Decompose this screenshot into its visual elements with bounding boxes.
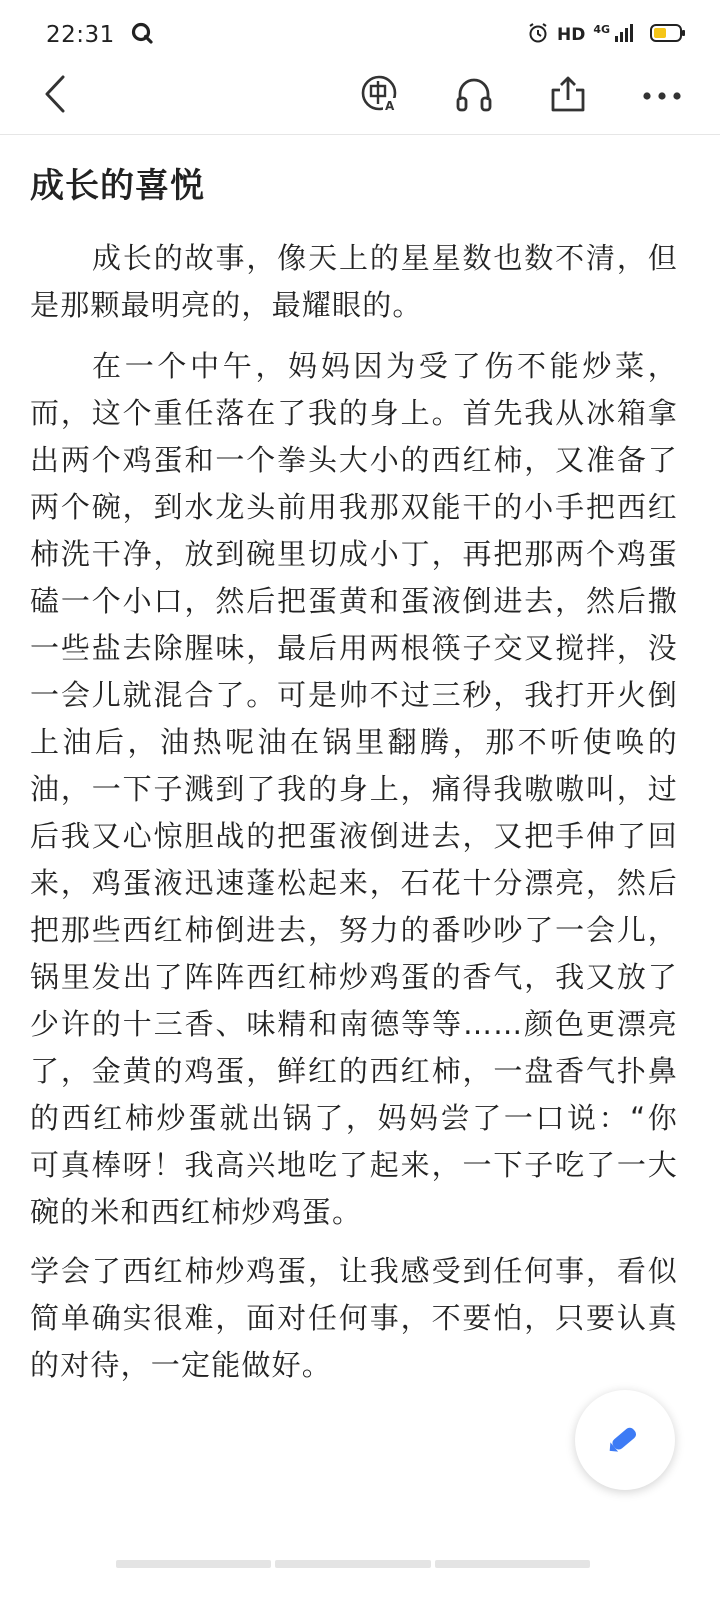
tab-indicator xyxy=(435,1560,590,1568)
signal-icon xyxy=(614,23,634,47)
svg-text:A: A xyxy=(385,99,395,113)
paragraph-3: 学会了西红柿炒鸡蛋，让我感受到任何事，看似简单确实很难，面对任何事，不要怕，只要认真的对待，一定能做好。 xyxy=(30,1254,678,1382)
hd-indicator: HD xyxy=(556,25,586,45)
headphones-icon xyxy=(454,74,494,118)
network-type: 4G xyxy=(593,22,610,36)
document-content xyxy=(30,152,678,1401)
share-button[interactable] xyxy=(540,68,596,124)
share-icon xyxy=(548,74,588,118)
chevron-left-icon xyxy=(41,74,71,118)
app-notification-icon xyxy=(131,22,153,48)
translate-button[interactable] xyxy=(352,68,408,124)
edit-button[interactable] xyxy=(575,1390,675,1490)
listen-button[interactable] xyxy=(446,68,502,124)
more-icon xyxy=(642,87,682,106)
paragraph-2: 在一个中午，妈妈因为受了伤不能炒菜，而，这个重任落在了我的身上。首先我从冰箱拿出两个鸡蛋和一个拳头大小的西红柿，又准备了两个碗，到水龙头前用我那双能干的小手把西红柿洗干净，放到碗里切成小丁，再把那两个鸡蛋磕一个小口，然后把蛋黄和蛋液倒进去，然后撒一些盐去除腥味，最后用两根筷子交叉搅拌，没一会儿就混合了。可是帅不过三秒，我打开火倒上油后，油热呢油在锅里翻腾，那不听使唤的油，一下子溅到了我的身上，痛得我嗷嗷叫，过后我又心惊胆战的把蛋液倒进去，又把手伸了回来，鸡蛋液迅速蓬松起来，石花十分漂亮，然后把那些西红柿倒进去，努力的番吵吵了一会儿，锅里发出了阵阵西红柿炒鸡蛋的香气，我又放了少许的十三香、味精和南德等等……颜色更漂亮了，金黄的鸡蛋，鲜红的西红柿，一盘香气扑鼻的西红柿炒蛋就出锅了，妈妈尝了一口说：“你可真棒呀！我高兴地吃了起来，一下子吃了一大碗的米和西红柿炒鸡蛋。 xyxy=(30,349,678,1229)
translate-icon xyxy=(360,74,400,118)
more-button[interactable] xyxy=(634,68,690,124)
alarm-icon xyxy=(527,22,549,48)
toolbar xyxy=(0,60,720,135)
tab-indicator xyxy=(275,1560,430,1568)
bottom-tab-strip xyxy=(116,1560,590,1568)
back-button[interactable] xyxy=(28,68,84,124)
status-time: 22:31 xyxy=(46,22,115,48)
battery-icon xyxy=(650,23,686,47)
tab-indicator xyxy=(116,1560,271,1568)
document-title: 成长的喜悦 xyxy=(30,166,205,206)
paragraph-1: 成长的故事，像天上的星星数也数不清，但是那颗最明亮的，最耀眼的。 xyxy=(30,241,678,322)
edit-pencil-icon xyxy=(605,1418,645,1462)
